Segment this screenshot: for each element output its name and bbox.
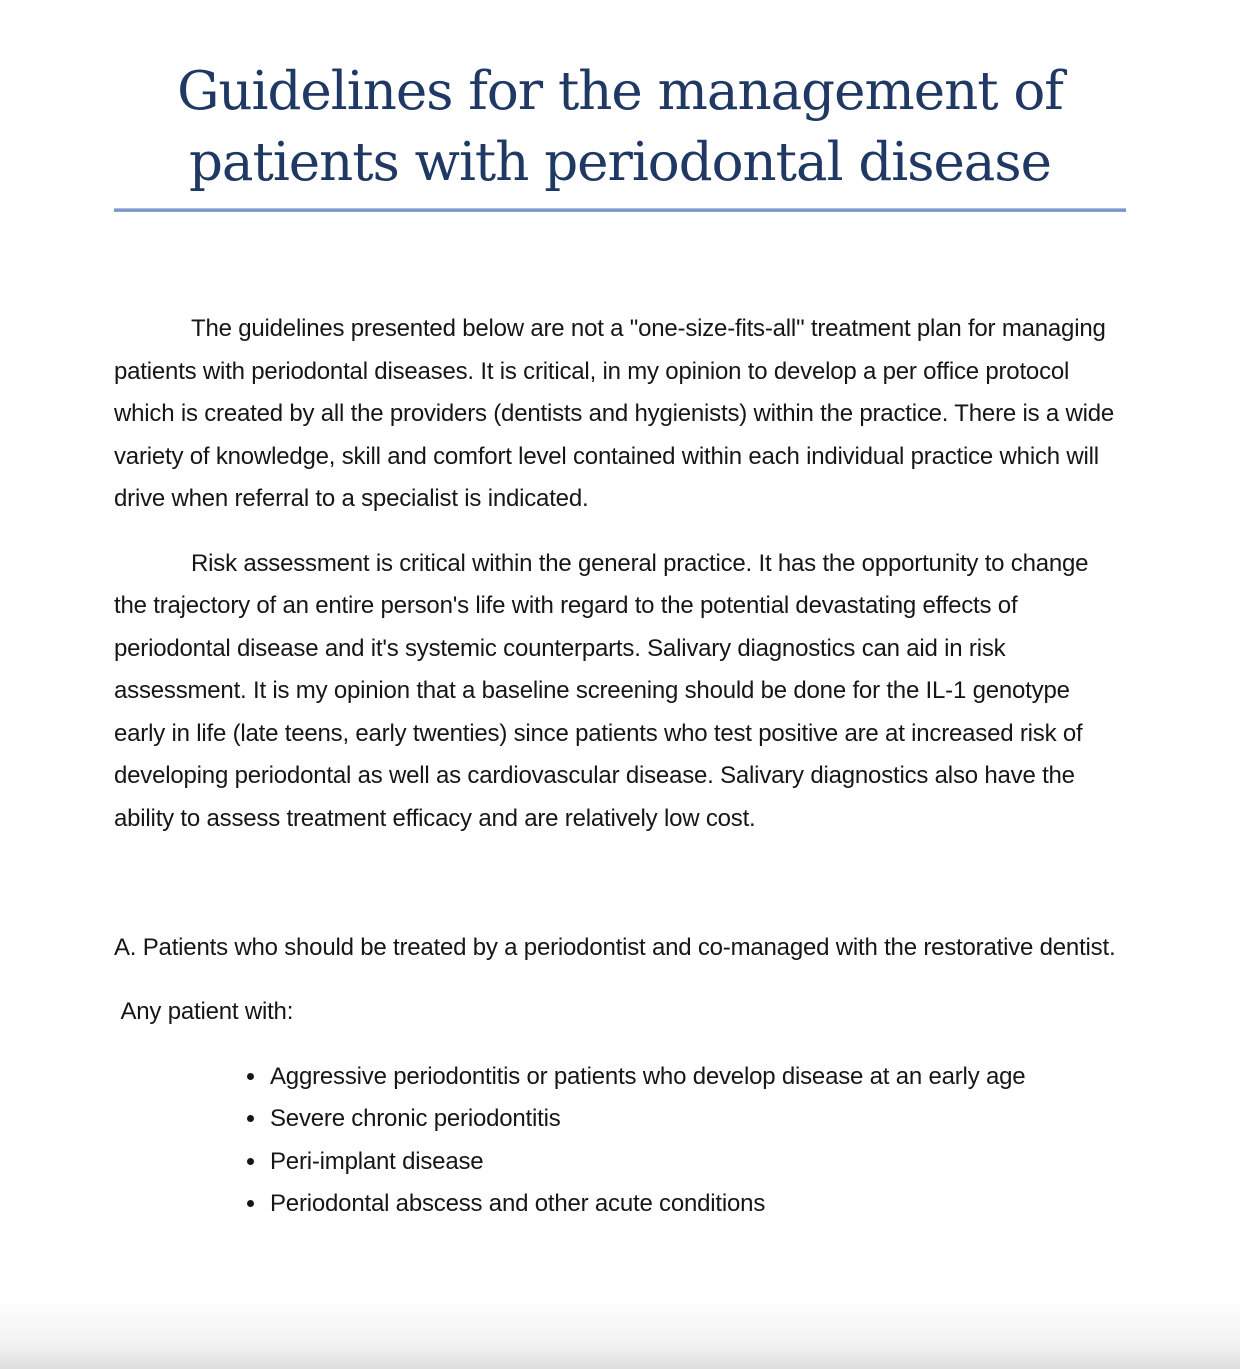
- document-header: [114, 56, 1126, 212]
- list-item: • Severe chronic periodontitis: [268, 1098, 1126, 1141]
- document-content: [114, 0, 1126, 1226]
- document-body: [114, 308, 1126, 1226]
- paragraph-risk-assessment: Risk assessment is critical within the general practice. It has the opportunity to change the trajectory of an entire person's life with regard to the potential devastating effects of periodontal disease and it's systemic counterparts. Salivary diagnostics can aid in risk assessment. It is my opinion that a baseline screening should be done for the IL-1 genotype early in life (late teens, early twenties) since patients who test positive are at increased risk of developing periodontal as well as cardiovascular disease. Salivary diagnostics also have the ability to assess treatment efficacy and are relatively low cost.: [114, 549, 1089, 832]
- empty-paragraph-spacer: [114, 862, 1126, 905]
- section-a-heading: A. Patients who should be treated by a periodontist and co-managed with the restorative dentist.: [114, 933, 1116, 961]
- paragraph-guidelines-intro: The guidelines presented below are not a "one-size-fits-all" treatment plan for managing patients with periodontal diseases. It is critical, in my opinion to develop a per office protocol which is created by all the providers (dentists and hygienists) within the practice. There is a wide variety of knowledge, skill and comfort level contained within each individual practice which will drive when referral to a specialist is indicated.: [114, 315, 1115, 512]
- list-item: • Periodontal abscess and other acute conditions: [268, 1183, 1126, 1226]
- section-a-intro: Any patient with:: [114, 998, 294, 1025]
- list-item: • Aggressive periodontitis or patients who develop disease at an early age: [268, 1056, 1126, 1099]
- title-underline-rule: [114, 208, 1126, 212]
- section-a-bullet-list: [114, 1056, 1126, 1226]
- window-bottom-shadow: [0, 1299, 1240, 1369]
- document-title: Guidelines for the management of patients with periodontal disease: [177, 61, 1063, 193]
- list-item: • Peri-implant disease: [268, 1141, 1126, 1184]
